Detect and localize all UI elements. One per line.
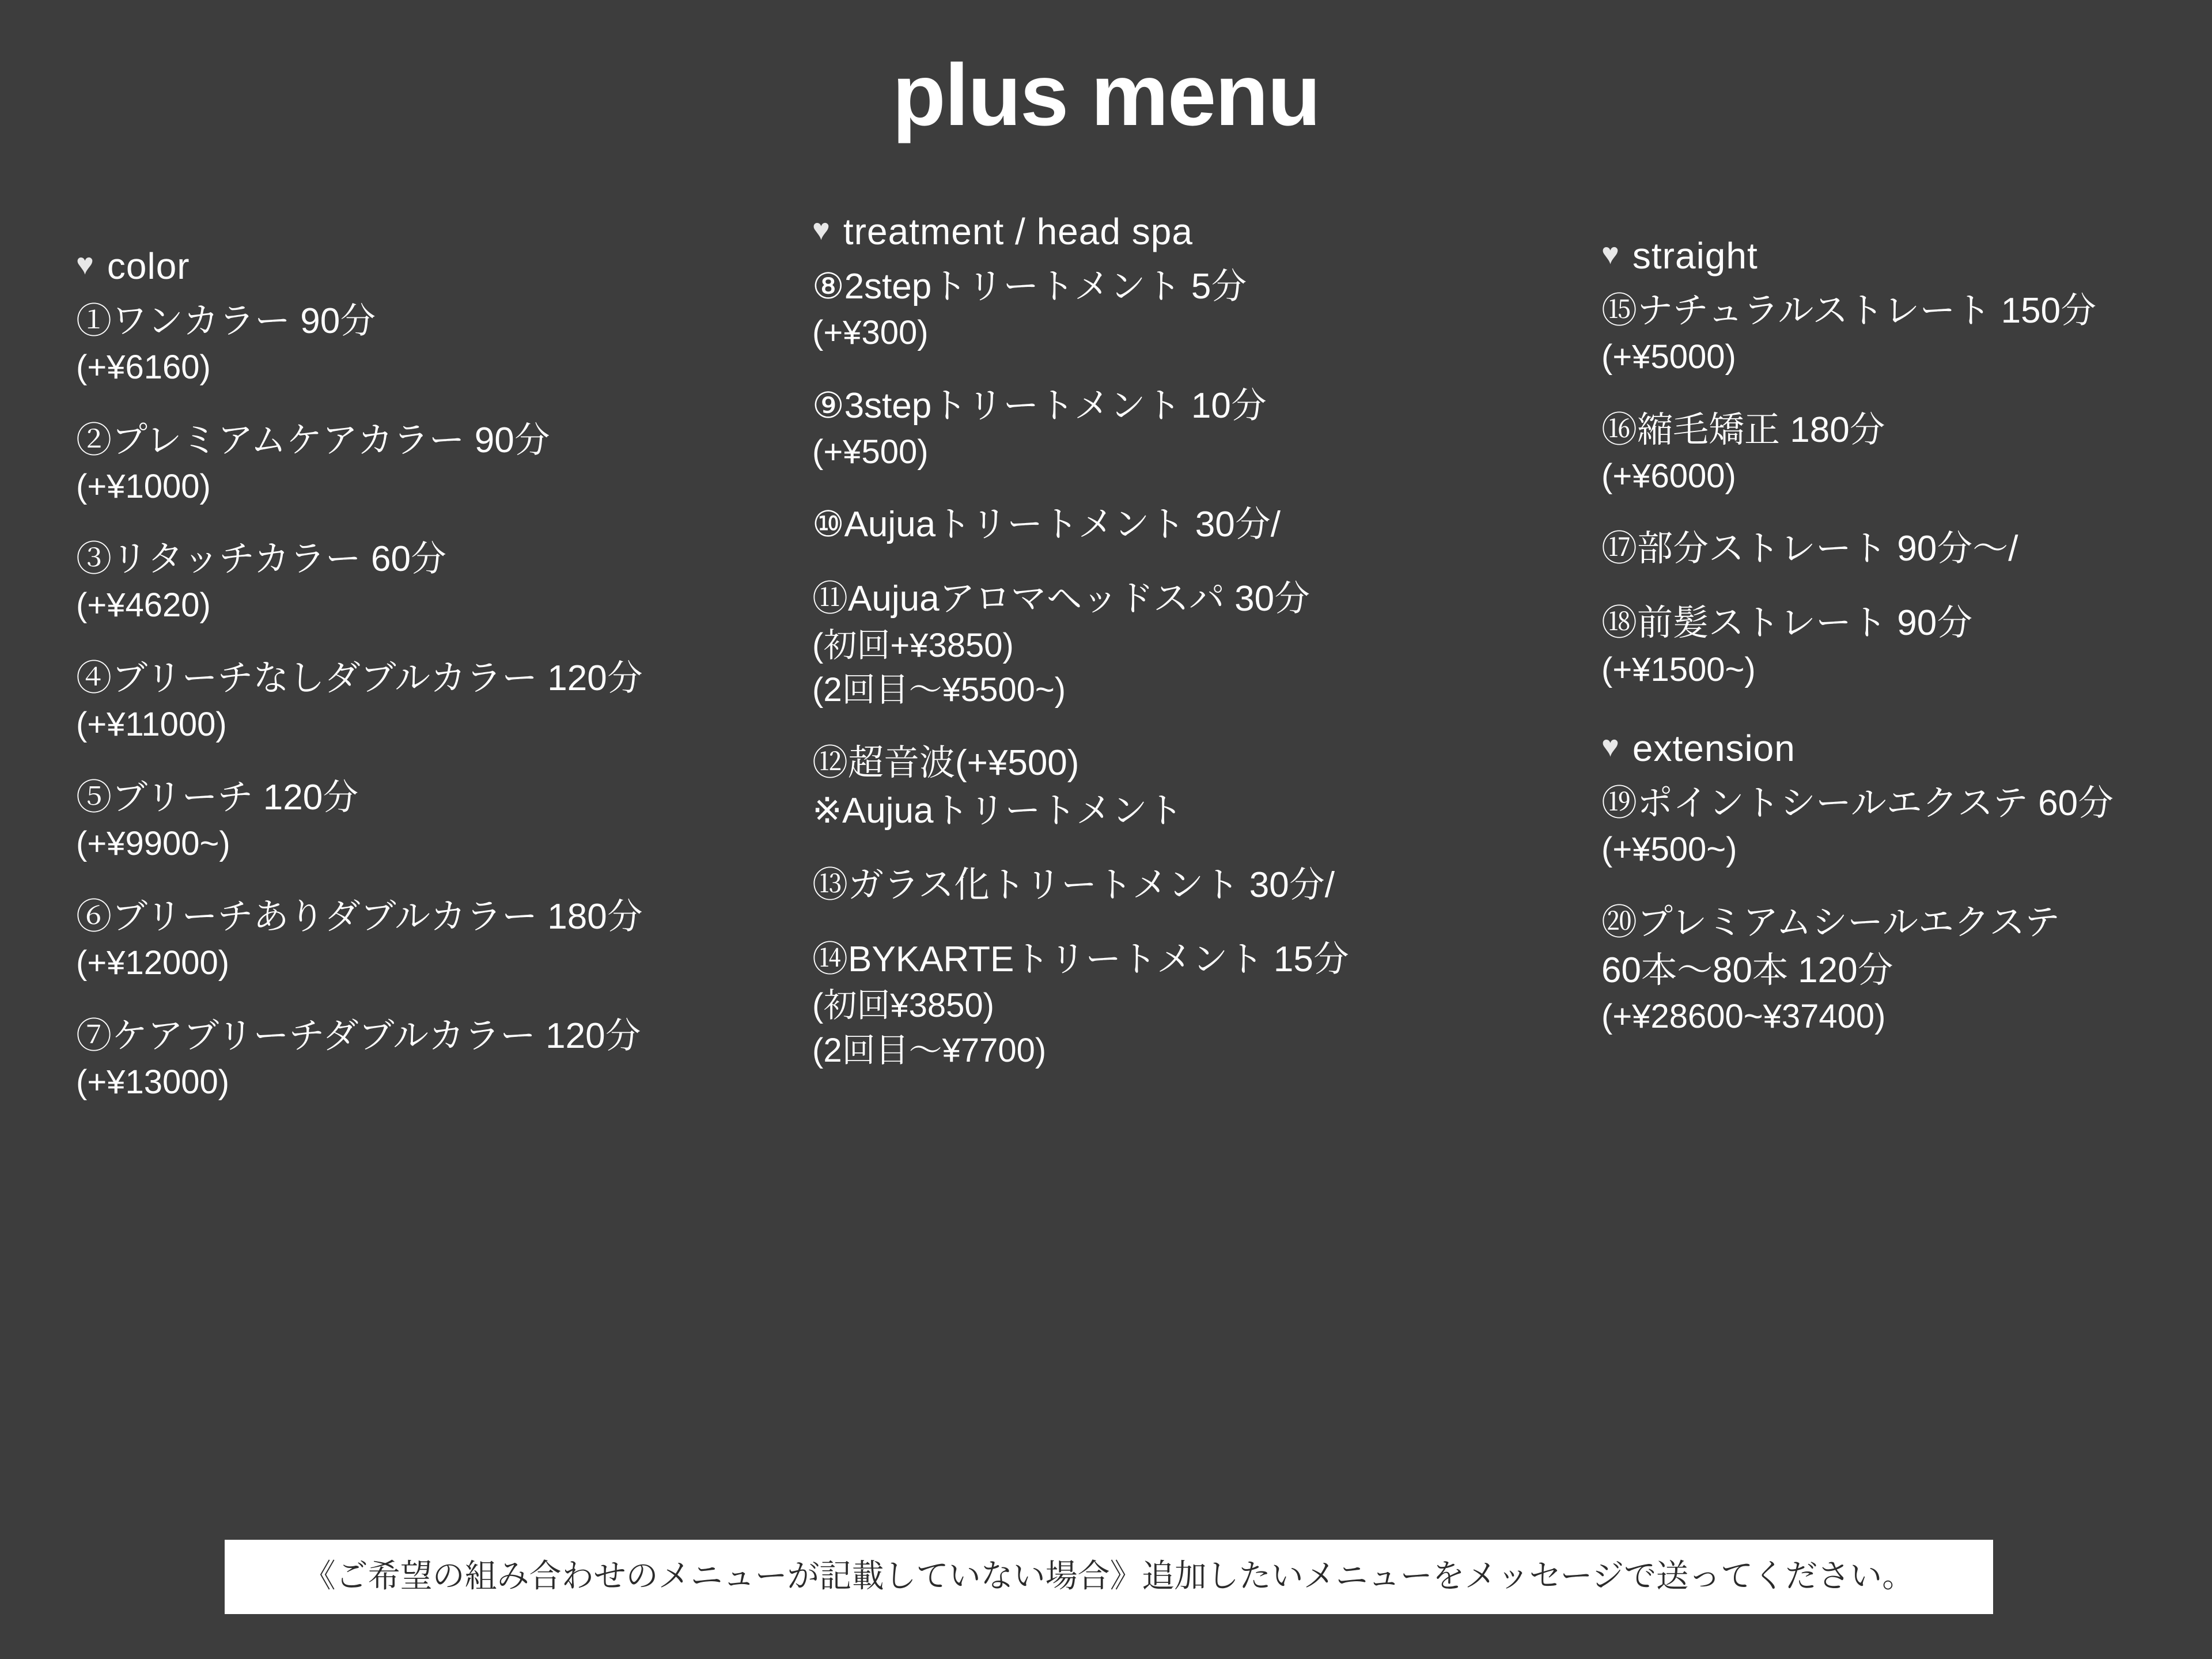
page-title: plus menu <box>892 46 1320 144</box>
item-name: ①ワンカラー 90分 <box>76 301 376 341</box>
item-price: (+¥500) <box>812 433 929 471</box>
item-note: ※Aujuaトリートメント <box>812 791 1183 831</box>
menu-group-extension <box>1601 724 2195 1039</box>
item-name: ⑦ケアブリーチダブルカラー 120分 <box>76 1016 641 1056</box>
item-name: ⑲ポイントシールエクステ 60分 <box>1601 783 2114 823</box>
menu-group-treatment <box>812 207 1555 1073</box>
item-price-secondary: (2回目〜¥7700) <box>812 1031 1047 1069</box>
item-name: ③リタッチカラー 60分 <box>76 539 446 579</box>
item-price: (+¥500~) <box>1601 831 1737 869</box>
column-center <box>812 207 1555 1073</box>
item-name: ⑨3stepトリートメント 10分 <box>812 385 1267 426</box>
list-item <box>812 739 1555 835</box>
list-item <box>1601 406 2195 499</box>
group-heading-label: straight <box>1632 235 1758 276</box>
list-item <box>1601 525 2195 573</box>
list-item <box>76 416 767 509</box>
list-item <box>812 382 1555 475</box>
item-name: ⑤ブリーチ 120分 <box>76 777 359 817</box>
item-name: ⑱前髪ストレート 90分 <box>1601 603 1973 643</box>
list-item <box>1601 899 2195 1039</box>
list-item <box>76 297 767 390</box>
item-price: (+¥1500~) <box>1601 650 1756 688</box>
item-price: (+¥6160) <box>76 348 211 386</box>
list-item <box>1601 287 2195 380</box>
item-name: ⑰部分ストレート 90分〜/ <box>1601 529 2018 569</box>
menu-group-color <box>76 242 767 1104</box>
item-name: ⑳プレミアムシールエクステ <box>1601 902 2061 942</box>
group-heading-color <box>76 242 767 291</box>
list-item <box>812 575 1555 713</box>
list-item <box>76 654 767 747</box>
heart-icon: ♥ <box>812 213 831 247</box>
list-item <box>812 935 1555 1073</box>
list-item <box>76 893 767 986</box>
item-name: ④ブリーチなしダブルカラー 120分 <box>76 658 643 699</box>
item-price-secondary: (2回目〜¥5500~) <box>812 671 1066 709</box>
item-name: ⑭BYKARTEトリートメント 15分 <box>812 940 1349 980</box>
item-name: ⑯縮毛矯正 180分 <box>1601 410 1885 450</box>
item-name: ②プレミアムケアカラー 90分 <box>76 420 550 460</box>
group-heading-extension <box>1601 724 2195 774</box>
group-heading-straight <box>1601 232 2195 281</box>
list-item <box>76 1012 767 1105</box>
list-item <box>76 774 767 866</box>
group-heading-label: extension <box>1632 728 1796 770</box>
item-price: (+¥9900~) <box>76 825 230 863</box>
item-price: (+¥300) <box>812 313 929 351</box>
item-name: ⑬ガラス化トリートメント 30分/ <box>812 865 1335 906</box>
list-item <box>1601 599 2195 692</box>
item-price: (+¥13000) <box>76 1063 230 1101</box>
item-name: ⑥ブリーチありダブルカラー 180分 <box>76 896 643 937</box>
item-name: ⑮ナチュラルストレート 150分 <box>1601 290 2097 331</box>
item-price: (+¥6000) <box>1601 457 1736 495</box>
footer-note <box>225 1540 1993 1614</box>
footer-note-bracket: 《ご希望の組み合わせのメニューが記載していない場合》 <box>303 1557 1142 1594</box>
group-heading-treatment <box>812 207 1555 257</box>
item-price: (初回+¥3850) <box>812 626 1014 664</box>
list-item <box>812 501 1555 548</box>
item-detail: 60本〜80本 120分 <box>1601 950 1893 990</box>
item-price: (初回¥3850) <box>812 987 994 1025</box>
list-item <box>1601 779 2195 872</box>
group-heading-label: treatment / head spa <box>843 211 1193 252</box>
item-price: (+¥28600~¥37400) <box>1601 997 1886 1035</box>
heart-icon: ♥ <box>1601 237 1620 271</box>
column-left <box>76 242 767 1104</box>
item-price: (+¥1000) <box>76 467 211 505</box>
column-right <box>1601 232 2195 1039</box>
item-price: (+¥11000) <box>76 706 227 744</box>
list-item <box>812 861 1555 909</box>
heart-icon: ♥ <box>1601 730 1620 764</box>
item-price: (+¥5000) <box>1601 338 1736 376</box>
menu-group-straight <box>1601 232 2195 692</box>
item-name: ⑧2stepトリートメント 5分 <box>812 266 1247 306</box>
item-name: ⑩Aujuaトリートメント 30分/ <box>812 505 1281 545</box>
list-item <box>812 263 1555 355</box>
group-heading-label: color <box>107 245 190 287</box>
list-item <box>76 535 767 628</box>
menu-columns <box>0 211 2212 1492</box>
item-price: (+¥12000) <box>76 944 230 982</box>
heart-icon: ♥ <box>76 247 94 281</box>
footer-note-text: 追加したいメニューをメッセージで送ってください。 <box>1142 1557 1915 1594</box>
item-price: (+¥4620) <box>76 586 211 624</box>
item-name: ⑪Aujuaアロマヘッドスパ 30分 <box>812 579 1310 619</box>
item-name: ⑫超音波(+¥500) <box>812 743 1080 783</box>
